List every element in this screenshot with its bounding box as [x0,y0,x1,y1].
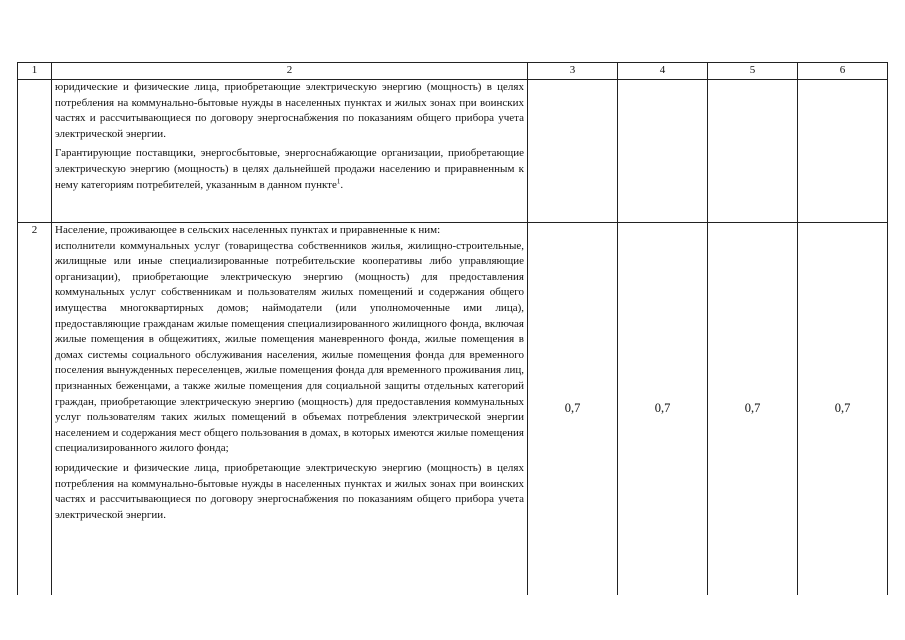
table-row [18,223,888,596]
description-paragraph: Население, проживающее в сельских населенных пунктах и приравненные к ним: [55,224,441,236]
row-description [52,223,528,596]
table-header-row [18,63,888,80]
paragraph-text: Гарантирующие поставщики, энергосбытовые, энергоснабжающие организации, приобретающие электрическую энергию (мощность) в целях дальнейшей продажи населению и приравненным к нему категориям потребителей, указанным в данном пункте [55,147,524,191]
row-number: 2 [18,223,52,596]
row-description [52,80,528,223]
value-cell: 0,7 [528,223,618,596]
value-cell [618,80,708,223]
value-cell: 0,7 [708,223,798,596]
description-paragraph: юридические и физические лица, приобретающие электрическую энергию (мощность) в целях потребления на коммунально-бытовые нужды в населенных пунктах и жилых зонах при воинских частях и рассчитывающиеся по договору энергоснабжения по показаниям общего прибора учета электрической энергии. [55,81,524,140]
footnote-marker: 1 [336,176,341,185]
value-cell: 0,7 [618,223,708,596]
description-paragraph [55,146,524,193]
header-cell: 1 [18,63,52,80]
row-number [18,80,52,223]
description-paragraph: исполнители коммунальных услуг (товарищества собственников жилья, жилищно-строительные, жилищные или иные специализированные потребительские кооперативы либо управляющие организации), приобретающие электрическую энергию (мощность) для предоставления коммунальных услуг собственникам и пользователям жилых помещений и содержания общего имущества многоквартирных домов; наймодатели (или уполномоченные ими лица), предоставляющие гражданам жилые помещения специализированного жилищного фонда, включая жилые помещения в общежитиях, жилые помещения маневренного фонда, жилые помещения в домах системы социального обслуживания населения, жилые помещения фонда для временного поселения вынужденных переселенцев, жилые помещения фонда для временного проживания лиц, признанных беженцами, а также жилые помещения для социальной защиты отдельных категорий граждан, приобретающие электрическую энергию (мощность) для предоставления коммунальных услуг пользователям таких жилых помещений в объемах потребления электрической энергии населением и содержания мест общего пользования в домах, в которых имеются жилые помещения специализированного жилого фонда; [55,239,524,455]
description-paragraph: юридические и физические лица, приобретающие электрическую энергию (мощность) в целях потребления на коммунально-бытовые нужды в населенных пунктах и жилых зонах при воинских частях и рассчитывающиеся по договору энергоснабжения по показаниям общего прибора учета электрической энергии. [55,461,524,521]
header-cell: 4 [618,63,708,80]
header-cell: 6 [798,63,888,80]
table-row [18,80,888,223]
value-cell [708,80,798,223]
header-cell: 3 [528,63,618,80]
value-cell: 0,7 [798,223,888,596]
value-cell [528,80,618,223]
paragraph-end: . [340,178,344,191]
header-cell: 2 [52,63,528,80]
value-cell [798,80,888,223]
header-cell: 5 [708,63,798,80]
coefficients-table [17,62,888,595]
